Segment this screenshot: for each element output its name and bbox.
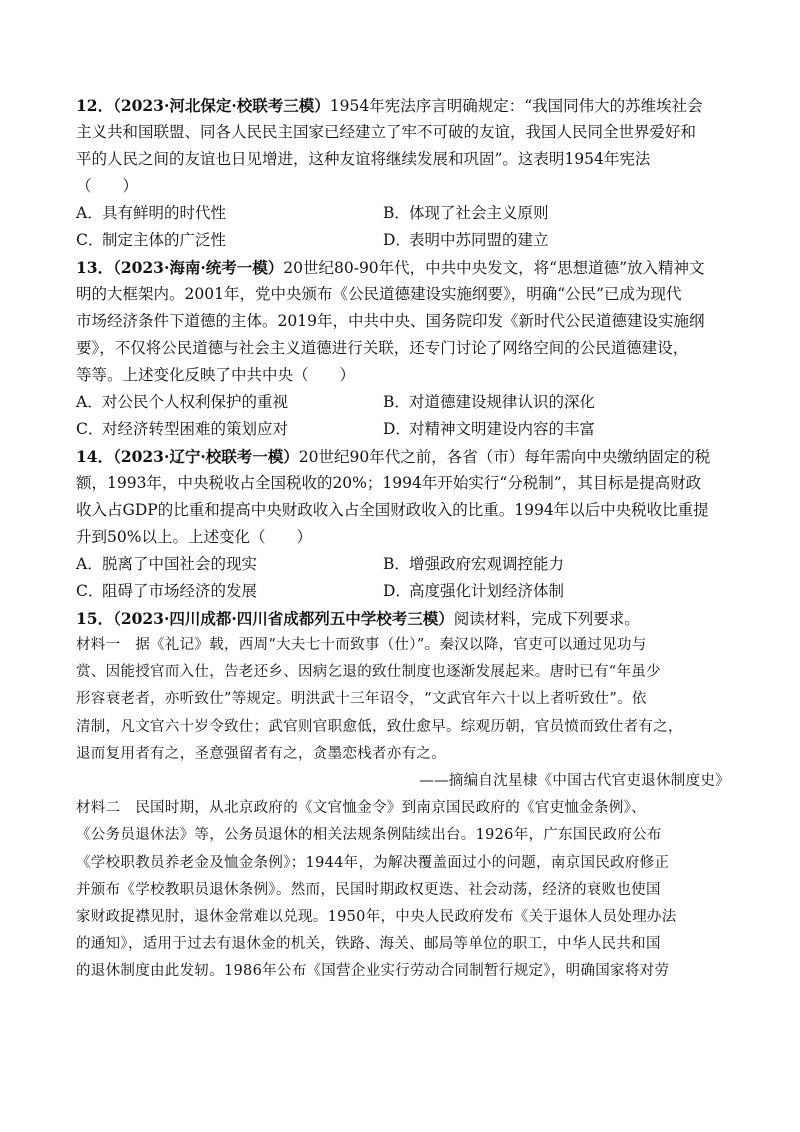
question-12 bbox=[76, 92, 730, 254]
option-c[interactable]: C．对经济转型困难的策划应对 bbox=[76, 420, 289, 438]
material-line: 形容衰老者，亦听致仕”等规定。明洪武十三年诏令，“文武官年六十以上者听致仕”。依 bbox=[76, 691, 647, 708]
question-13-line-1 bbox=[76, 254, 730, 281]
question-text: 20世纪80-90年代，中共中央发文，将“思想道德”放入精神文 bbox=[283, 259, 705, 277]
question-source: （2023·辽宁·校联考一模） bbox=[113, 447, 299, 466]
question-text: 升到50%以上。上述变化（ ） bbox=[76, 528, 312, 546]
question-text: 收入占GDP的比重和提高中央财政收入占全国财政收入的比重。1994年以后中央税收比重提 bbox=[76, 501, 709, 519]
material-line: 《学校职教员养老金及恤金条例》；1944年，为解决覆盖面过小的问题，南京国民政府修正 bbox=[76, 854, 670, 871]
option-d[interactable]: D．表明中苏同盟的建立 bbox=[383, 231, 549, 249]
option-c[interactable]: C．阻碍了市场经济的发展 bbox=[76, 582, 258, 600]
question-15 bbox=[76, 605, 730, 985]
question-source: （2023·河北保定·校联考三模） bbox=[113, 96, 330, 115]
options-row bbox=[76, 227, 730, 254]
exam-page bbox=[76, 92, 730, 985]
question-text: 阅读材料，完成下列要求。 bbox=[453, 610, 640, 628]
question-14 bbox=[76, 443, 730, 605]
material-one bbox=[76, 632, 730, 795]
question-number: 12． bbox=[76, 96, 114, 115]
question-12-line-1 bbox=[76, 92, 730, 119]
answer-blank: （ ） bbox=[76, 177, 139, 195]
options-row bbox=[76, 389, 730, 416]
question-text: 20世纪90年代之前，各省（市）每年需向中央缴纳固定的税 bbox=[298, 448, 711, 466]
option-a[interactable]: A．具有鲜明的时代性 bbox=[76, 204, 227, 222]
option-d[interactable]: D．对精神文明建设内容的丰富 bbox=[383, 420, 596, 438]
question-text: 市场经济条件下道德的主体。2019年，中共中央、国务院印发《新时代公民道德建设实施纲 bbox=[76, 312, 705, 330]
question-source: （2023·海南·统考一模） bbox=[113, 258, 284, 277]
option-d[interactable]: D．高度强化计划经济体制 bbox=[383, 582, 565, 600]
material-line: 并颁布《学校教职员退休条例》。然而，民国时期政权更迭、社会动荡，经济的衰败也使国 bbox=[76, 881, 661, 898]
question-14-line-1 bbox=[76, 443, 730, 470]
material-line: 清制，凡文官六十岁令致仕；武官则官职愈低，致仕愈早。综观历朝，官员愤而致仕者有之， bbox=[76, 718, 683, 735]
options-row bbox=[76, 416, 730, 443]
question-15-line-1 bbox=[76, 605, 730, 632]
material-source: ——摘编自沈星棣《中国古代官吏退休制度史》 bbox=[419, 772, 730, 789]
option-c[interactable]: C．制定主体的广泛性 bbox=[76, 231, 227, 249]
material-line: 家财政捉襟见肘，退休金常难以兑现。1950年，中央人民政府发布《关于退休人员处理办法 bbox=[76, 908, 677, 925]
option-a[interactable]: A．脱离了中国社会的现实 bbox=[76, 555, 258, 573]
option-b[interactable]: B．增强政府宏观调控能力 bbox=[383, 555, 565, 573]
question-text: 主义共和国联盟、同各人民民主国家已经建立了牢不可破的友谊，我国人民同全世界爱好和 bbox=[76, 123, 697, 141]
material-line: 材料一 据《礼记》载，西周“大夫七十而致事（仕）”。秦汉以降，官吏可以通过见功与 bbox=[76, 637, 647, 653]
material-line: 的通知》，适用于过去有退休金的机关，铁路、海关、邮局等单位的职工，中华人民共和国 bbox=[76, 936, 661, 953]
question-number: 13． bbox=[76, 258, 114, 277]
question-text: 明的大框架内。2001年，党中央颁布《公民道德建设实施纲要》，明确“公民”已成为现代 bbox=[76, 285, 682, 303]
question-text: 1954年宪法序言明确规定：“我国同伟大的苏维埃社会 bbox=[329, 97, 703, 115]
material-line: 《公务员退休法》等，公务员退休的相关法规条例陆续出台。1926年，广东国民政府公布 bbox=[76, 827, 662, 844]
options-row bbox=[76, 578, 730, 605]
option-b[interactable]: B．体现了社会主义原则 bbox=[383, 204, 549, 222]
material-line: 赏、因能授官而入仕，告老还乡、因病乞退的致仕制度也逐渐发展起来。唐时已有“年虽少 bbox=[76, 664, 661, 681]
question-number: 14． bbox=[76, 447, 114, 466]
question-text: 等等。上述变化反映了中共中央（ ） bbox=[76, 366, 356, 384]
question-source: （2023·四川成都·四川省成都列五中学校考三模） bbox=[113, 609, 454, 628]
option-b[interactable]: B．对道德建设规律认识的深化 bbox=[383, 393, 596, 411]
option-a[interactable]: A．对公民个人权利保护的重视 bbox=[76, 393, 289, 411]
question-text: 额，1993年，中央税收占全国税收的20%；1994年开始实行“分税制”，其目标是提高财政 bbox=[76, 474, 702, 492]
question-text: 要》，不仅将公民道德与社会主义道德进行关联，还专门讨论了网络空间的公民道德建设， bbox=[76, 339, 689, 357]
material-line: 材料二 民国时期，从北京政府的《文官恤金令》到南京国民政府的《官吏恤金条例》、 bbox=[76, 800, 646, 817]
question-text: 平的人民之间的友谊也日见增进，这种友谊将继续发展和巩固”。这表明1954年宪法 bbox=[76, 150, 651, 168]
material-two bbox=[76, 795, 730, 985]
options-row bbox=[76, 200, 730, 227]
question-number: 15． bbox=[76, 609, 114, 628]
material-line: 退而复用者有之，圣意强留者有之，贪墨恋栈者亦有之。 bbox=[76, 745, 446, 762]
options-row bbox=[76, 551, 730, 578]
material-line: 的退休制度由此发轫。1986年公布《国营企业实行劳动合同制暂行规定》，明确国家将对劳 bbox=[76, 963, 670, 980]
question-13 bbox=[76, 254, 730, 443]
